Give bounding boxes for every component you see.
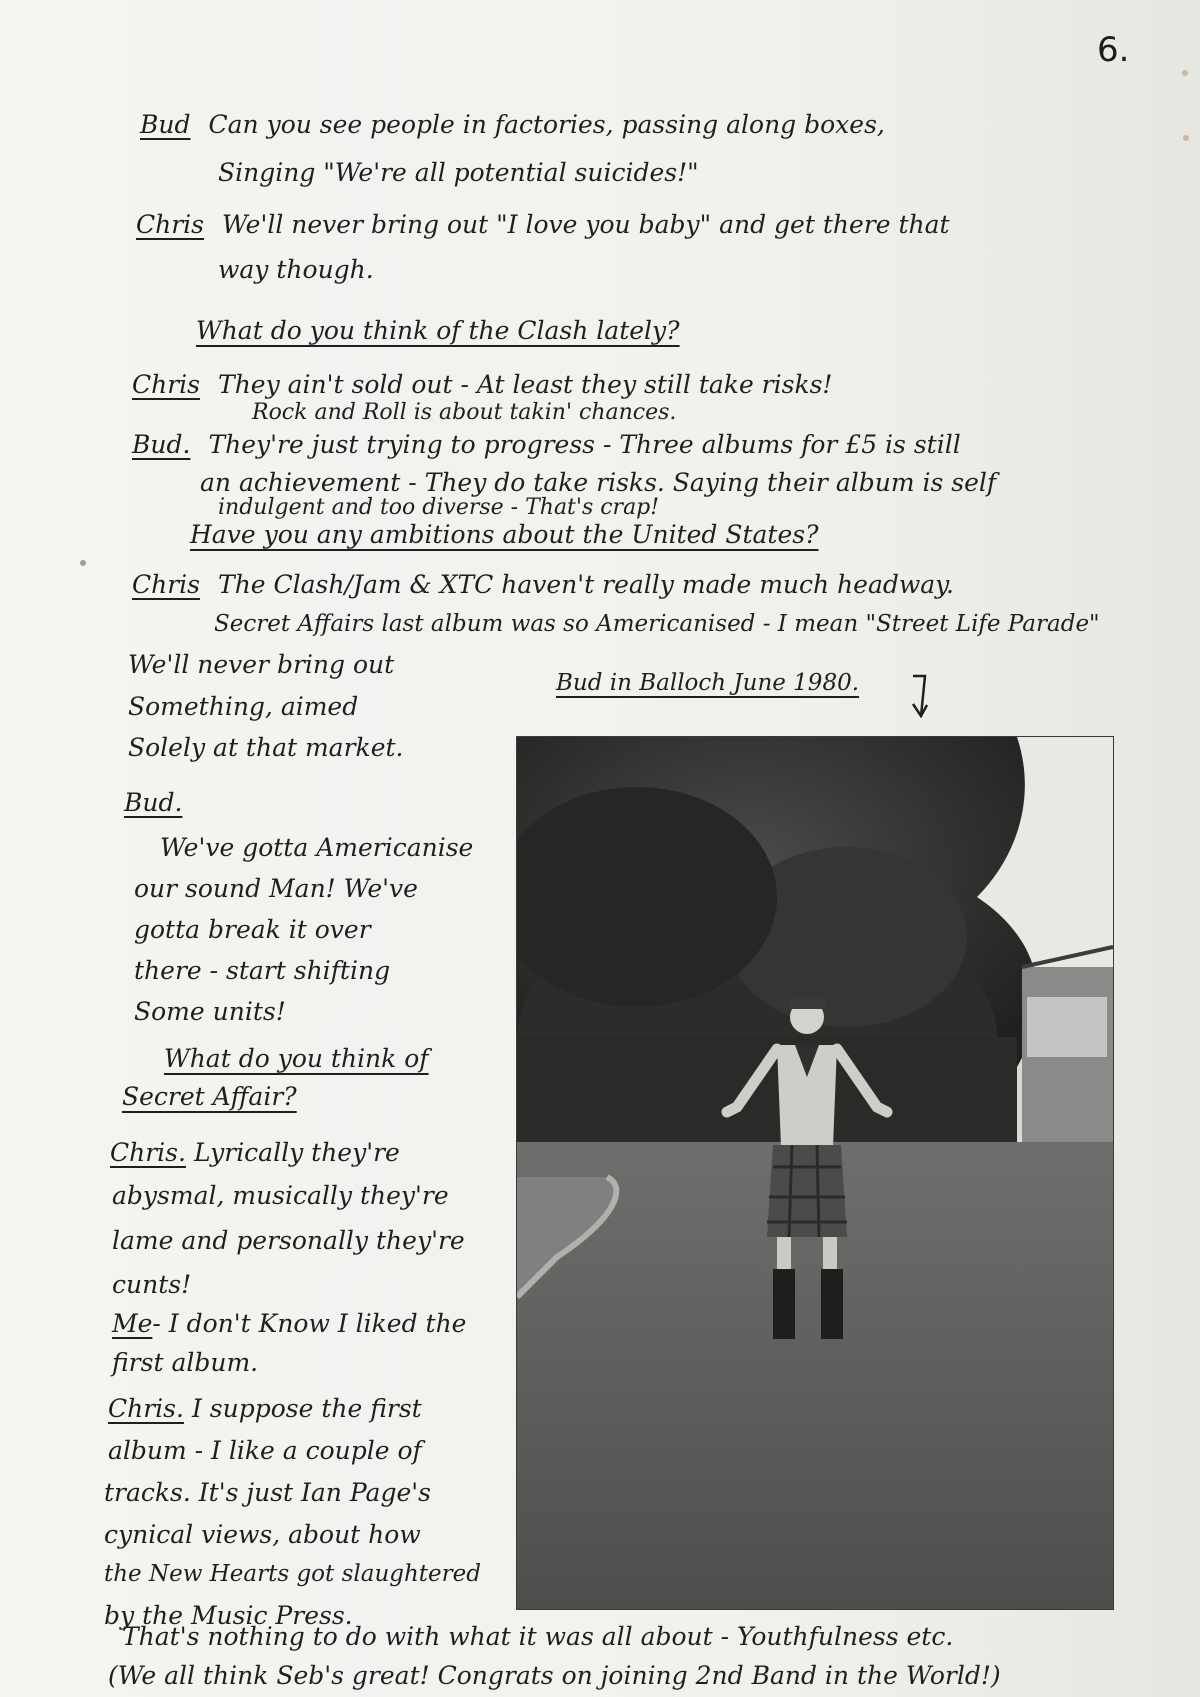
dialogue-text: They're just trying to progress - Three albums for £5 is still — [208, 430, 961, 459]
speaker-label: Bud. — [124, 788, 183, 817]
interview-line — [132, 432, 961, 457]
photo — [517, 737, 1113, 1609]
dialogue-text: We'll never bring out — [128, 650, 395, 679]
dialogue-text: I suppose the first — [191, 1394, 422, 1423]
interview-line — [112, 1311, 466, 1336]
interview-line — [132, 372, 832, 397]
staple-hole — [1183, 135, 1189, 141]
dialogue-text: way though. — [218, 255, 374, 284]
dialogue-text: abysmal, musically they're — [112, 1181, 449, 1210]
dialogue-text: We've gotta Americanise — [160, 833, 474, 862]
dialogue-text: lame and personally they're — [112, 1226, 465, 1255]
down-arrow-icon — [905, 672, 935, 720]
dialogue-text: Can you see people in factories, passing along boxes, — [208, 110, 885, 139]
dialogue-text: gotta break it over — [134, 915, 371, 944]
dialogue-text: album - I like a couple of — [108, 1436, 422, 1465]
interview-line — [132, 572, 954, 597]
interview-line — [110, 1140, 400, 1165]
interview-line — [136, 212, 950, 237]
dialogue-text: cunts! — [112, 1270, 192, 1299]
dialogue-text: Some units! — [134, 997, 286, 1026]
dialogue-text: We'll never bring out "I love you baby" and get there that — [222, 210, 950, 239]
photo-caption: Bud in Balloch June 1980. — [556, 670, 860, 696]
dialogue-text: They ain't sold out - At least they still take risks! — [218, 370, 833, 399]
dialogue-text: Lyrically they're — [193, 1138, 400, 1167]
speaker-label: Bud — [140, 110, 191, 139]
speaker-label: Me — [112, 1309, 153, 1338]
dialogue-text: there - start shifting — [134, 956, 391, 985]
interview-line — [108, 1396, 422, 1421]
dialogue-text: tracks. It's just Ian Page's — [104, 1478, 431, 1507]
speaker-label: Chris — [136, 210, 205, 239]
dialogue-text: Secret Affairs last album was so Americanised - I mean "Street Life Parade" — [214, 611, 1100, 637]
dialogue-text: Solely at that market. — [128, 733, 404, 762]
paper-mark — [80, 560, 86, 566]
question-heading: What do you think of — [164, 1044, 429, 1073]
question-heading: What do you think of the Clash lately? — [196, 316, 680, 345]
staple-hole — [1182, 70, 1188, 76]
dialogue-text: by the Music Press. — [104, 1601, 353, 1630]
speaker-label: Bud. — [132, 430, 191, 459]
dialogue-text: an achievement - They do take risks. Saying their album is self — [200, 468, 997, 497]
photo-image — [517, 737, 1113, 1609]
dialogue-text: cynical views, about how — [104, 1520, 421, 1549]
dialogue-text: Singing "We're all potential suicides!" — [218, 158, 699, 187]
dialogue-text: indulgent and too diverse - That's crap! — [218, 495, 660, 520]
interview-line — [140, 112, 885, 137]
dialogue-text: - I don't Know I liked the — [152, 1309, 467, 1338]
speaker-label: Chris. — [108, 1394, 184, 1423]
dialogue-text: our sound Man! We've — [134, 874, 418, 903]
down-arrow-icon — [905, 672, 935, 729]
dialogue-text: Rock and Roll is about takin' chances. — [252, 400, 677, 425]
dialogue-text: first album. — [112, 1348, 259, 1377]
dialogue-text: the New Hearts got slaughtered — [104, 1561, 481, 1587]
speaker-label: Chris. — [110, 1138, 186, 1167]
footer-text: That's nothing to do with what it was all about - Youthfulness etc. — [122, 1622, 954, 1651]
question-heading: Secret Affair? — [122, 1082, 297, 1111]
speaker-label: Chris — [132, 370, 201, 399]
dialogue-text: The Clash/Jam & XTC haven't really made much headway. — [218, 570, 954, 599]
dialogue-text: Something, aimed — [128, 692, 359, 721]
question-heading: Have you any ambitions about the United States? — [190, 520, 819, 549]
page-number: 6. — [1097, 30, 1130, 70]
footer-text: (We all think Seb's great! Congrats on joining 2nd Band in the World!) — [108, 1661, 1001, 1690]
speaker-label: Chris — [132, 570, 201, 599]
